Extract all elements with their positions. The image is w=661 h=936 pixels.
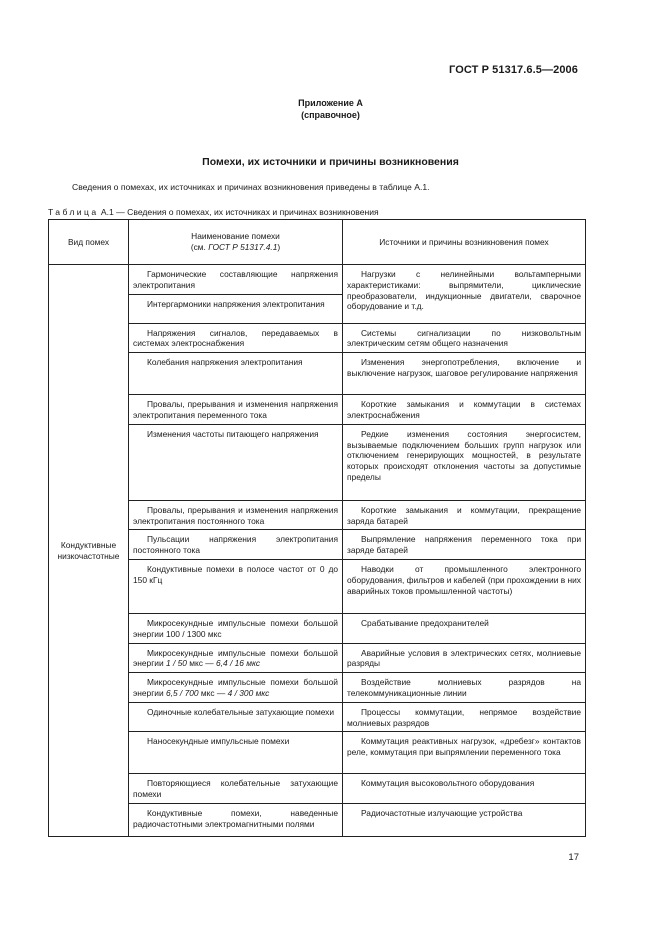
table-row xyxy=(49,265,586,295)
table-header-row xyxy=(49,220,586,265)
appendix-heading xyxy=(0,97,661,121)
interference-name-cell: Микросекундные импульсные помехи большой энергии 100 / 1300 мкс xyxy=(129,613,343,643)
table-row xyxy=(49,732,586,774)
interference-source-cell: Редкие изменения состояния энергосистем, вызываемые подключением больших групп нагрузок или отключением генерирующих мощностей, в результате которых происходят отклонения частоты за допустимые пределы xyxy=(343,424,586,500)
interference-name-cell: Провалы, прерывания и изменения напряжения электропитания переменного тока xyxy=(129,395,343,425)
interference-source-cell: Коммутация высоковольтного оборудования xyxy=(343,774,586,804)
intro-paragraph: Сведения о помехах, их источниках и причинах возникновения приведены в таблице А.1. xyxy=(72,182,430,192)
interference-name-cell: Изменения частоты питающего напряжения xyxy=(129,424,343,500)
table-row xyxy=(49,530,586,560)
interference-name-cell: Наносекундные импульсные помехи xyxy=(129,732,343,774)
interference-name-cell: Пульсации напряжения электропитания постоянного тока xyxy=(129,530,343,560)
table-caption-text: А.1 — Сведения о помехах, их источниках и причинах возникновения xyxy=(98,207,379,217)
interference-name-cell: Повторяющиеся колебательные затухающие помехи xyxy=(129,774,343,804)
header-name-suffix: ) xyxy=(277,242,281,252)
interference-source-cell: Процессы коммутации, непрямое воздействие молниевых разрядов xyxy=(343,702,586,732)
interference-source-cell: Выпрямление напряжения переменного тока при заряде батарей xyxy=(343,530,586,560)
interference-name-cell: Напряжения сигналов, передаваемых в системах электроснабжения xyxy=(129,323,343,353)
section-title: Помехи, их источники и причины возникновения xyxy=(202,156,459,168)
table-caption xyxy=(48,207,379,217)
table-row xyxy=(49,702,586,732)
table-row xyxy=(49,559,586,613)
header-name-ref: ГОСТ Р 51317.4.1 xyxy=(208,242,278,252)
table-row xyxy=(49,803,586,836)
interference-name-cell: Кондуктивные помехи, наведенные радиочастотными электромагнитными полями xyxy=(129,803,343,836)
table-row xyxy=(49,774,586,804)
table-row xyxy=(49,613,586,643)
header-name-line2 xyxy=(133,242,338,253)
header-name xyxy=(129,220,343,265)
interference-source-cell: Системы сигнализации по низковольтным электрическим сетям общего назначения xyxy=(343,323,586,353)
interference-name-cell: Интергармоники напряжения электропитания xyxy=(129,294,343,323)
header-kind: Вид помех xyxy=(49,220,129,265)
header-sources: Источники и причины возникновения помех xyxy=(343,220,586,265)
table-row xyxy=(49,323,586,353)
interference-source-cell: Короткие замыкания и коммутации в системах электроснабжения xyxy=(343,395,586,425)
header-name-line1: Наименование помехи xyxy=(191,231,280,242)
interference-source-cell: Аварийные условия в электрических сетях, молниевые разряды xyxy=(343,643,586,673)
header-name-prefix: (см. xyxy=(190,242,209,252)
interference-name-cell: Гармонические составляющие напряжения электропитания xyxy=(129,265,343,295)
interference-kind-cell: Кондуктивные низкочастотные xyxy=(49,265,129,837)
interference-source-cell: Короткие замыкания и коммутации, прекращение заряда батарей xyxy=(343,500,586,530)
table-caption-word: Таблица xyxy=(48,207,99,217)
interference-source-cell: Коммутация реактивных нагрузок, «дребезг» контактов реле, коммутация при выпрямлении переменного тока xyxy=(343,732,586,774)
interference-source-cell: Срабатывание предохранителей xyxy=(343,613,586,643)
page-number: 17 xyxy=(568,852,579,863)
interference-source-cell: Радиочастотные излучающие устройства xyxy=(343,803,586,836)
interference-name-cell: Микросекундные импульсные помехи большой энергии 1 / 50 мкс — 6,4 / 16 мкс xyxy=(129,643,343,673)
table-row xyxy=(49,643,586,673)
table-row xyxy=(49,353,586,395)
interference-name-cell: Кондуктивные помехи в полосе частот от 0 до 150 кГц xyxy=(129,559,343,613)
interference-name-cell: Провалы, прерывания и изменения напряжения электропитания постоянного тока xyxy=(129,500,343,530)
table-row xyxy=(49,500,586,530)
interference-source-cell: Изменения энергопотребления, включение и выключение нагрузок, шаговое регулирование напряжения xyxy=(343,353,586,395)
table-row xyxy=(49,395,586,425)
interference-name-cell: Колебания напряжения электропитания xyxy=(129,353,343,395)
interference-source-cell: Нагрузки с нелинейными вольтамперными характеристиками: выпрямители, циклические преобразователи, индукционные двигатели, сварочное оборудование и т.д. xyxy=(343,265,586,324)
document-standard-header: ГОСТ Р 51317.6.5—2006 xyxy=(449,64,578,76)
interference-source-cell: Наводки от промышленного электронного оборудования, фильтров и кабелей (при прохождении в них аварийных токов промышленной частоты) xyxy=(343,559,586,613)
interference-source-cell: Воздействие молниевых разрядов на телекоммуникационные линии xyxy=(343,673,586,703)
interference-name-cell: Одиночные колебательные затухающие помехи xyxy=(129,702,343,732)
table-row xyxy=(49,673,586,703)
appendix-type: (справочное) xyxy=(301,110,360,120)
interference-table xyxy=(48,219,586,837)
table-row xyxy=(49,424,586,500)
appendix-label: Приложение А xyxy=(298,98,363,108)
interference-name-cell: Микросекундные импульсные помехи большой энергии 6,5 / 700 мкс — 4 / 300 мкс xyxy=(129,673,343,703)
